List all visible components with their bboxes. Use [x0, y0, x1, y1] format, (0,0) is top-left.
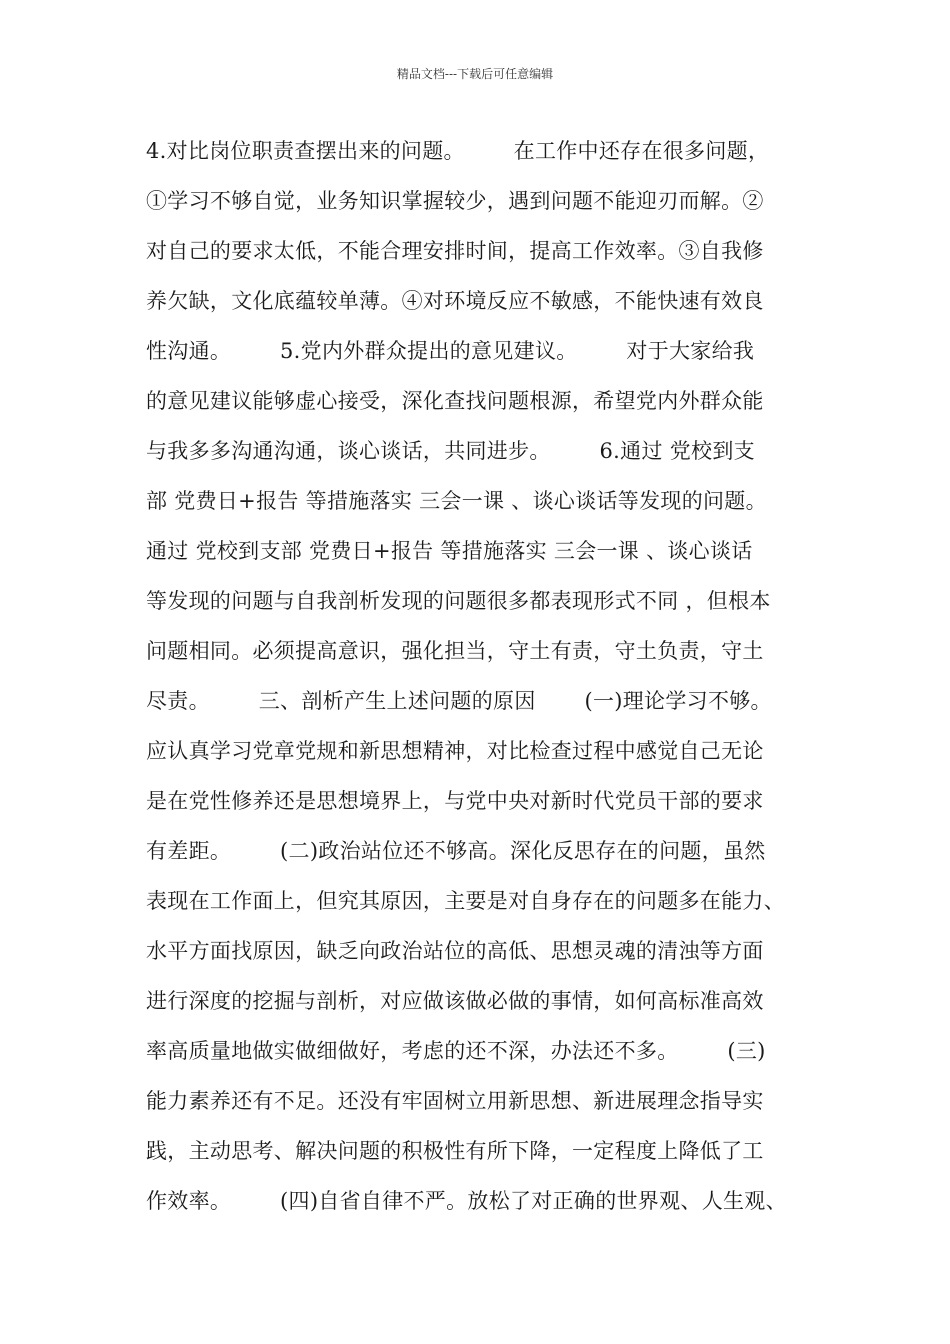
page-header: 精品文档---下载后可任意编辑: [396, 67, 554, 81]
text-line: 对自己的要求太低，不能合理安排时间，提高工作效率。③自我修: [146, 239, 764, 263]
text-line: 进行深度的挖掘与剖析，对应做该做必做的事情，如何高标准高效: [146, 989, 764, 1013]
text-line: 问题相同。必须提高意识，强化担当，守土有责，守土负责，守土: [146, 639, 764, 663]
text-line: 水平方面找原因，缺乏向政治站位的高低、思想灵魂的清浊等方面: [146, 939, 764, 963]
text-line: 4.对比岗位职责查摆出来的问题。 在工作中还存在很多问题，: [146, 139, 770, 163]
text-line: 有差距。 (二)政治站位还不够高。深化反思存在的问题，虽然: [146, 839, 766, 863]
text-line: 表现在工作面上，但究其原因，主要是对自身存在的问题多在能力、: [146, 889, 785, 913]
text-line: 养欠缺，文化底蕴较单薄。④对环境反应不敏感，不能快速有效良: [146, 289, 764, 313]
document-body: [146, 132, 836, 1232]
text-line: 作效率。 (四)自省自律不严。放松了对正确的世界观、人生观、: [146, 1189, 787, 1213]
text-line: 性沟通。 5.党内外群众提出的意见建议。 对于大家给我: [146, 339, 755, 363]
text-line: 通过 党校到支部 党费日+报告 等措施落实 三会一课 、谈心谈话: [146, 539, 753, 563]
text-line: 等发现的问题与自我剖析发现的问题很多都表现形式不同 ，但根本: [146, 589, 771, 613]
text-line: 应认真学习党章党规和新思想精神，对比检查过程中感觉自己无论: [146, 739, 764, 763]
text-line: 是在党性修养还是思想境界上，与党中央对新时代党员干部的要求: [146, 789, 764, 813]
text-line: 能力素养还有不足。还没有牢固树立用新思想、新进展理念指导实: [146, 1089, 764, 1113]
text-line: 与我多多沟通沟通，谈心谈话，共同进步。 6.通过 党校到支: [146, 439, 755, 463]
text-line: 的意见建议能够虚心接受，深化查找问题根源，希望党内外群众能: [146, 389, 764, 413]
text-line: 部 党费日+报告 等措施落实 三会一课 、谈心谈话等发现的问题。: [146, 489, 767, 513]
text-line: ①学习不够自觉，业务知识掌握较少，遇到问题不能迎刃而解。②: [146, 189, 764, 213]
text-line: 率高质量地做实做细做好，考虑的还不深，办法还不多。 (三): [146, 1039, 766, 1063]
text-line: 尽责。 三、剖析产生上述问题的原因 (一)理论学习不够。: [146, 689, 772, 713]
text-line: 践，主动思考、解决问题的积极性有所下降，一定程度上降低了工: [146, 1139, 764, 1163]
